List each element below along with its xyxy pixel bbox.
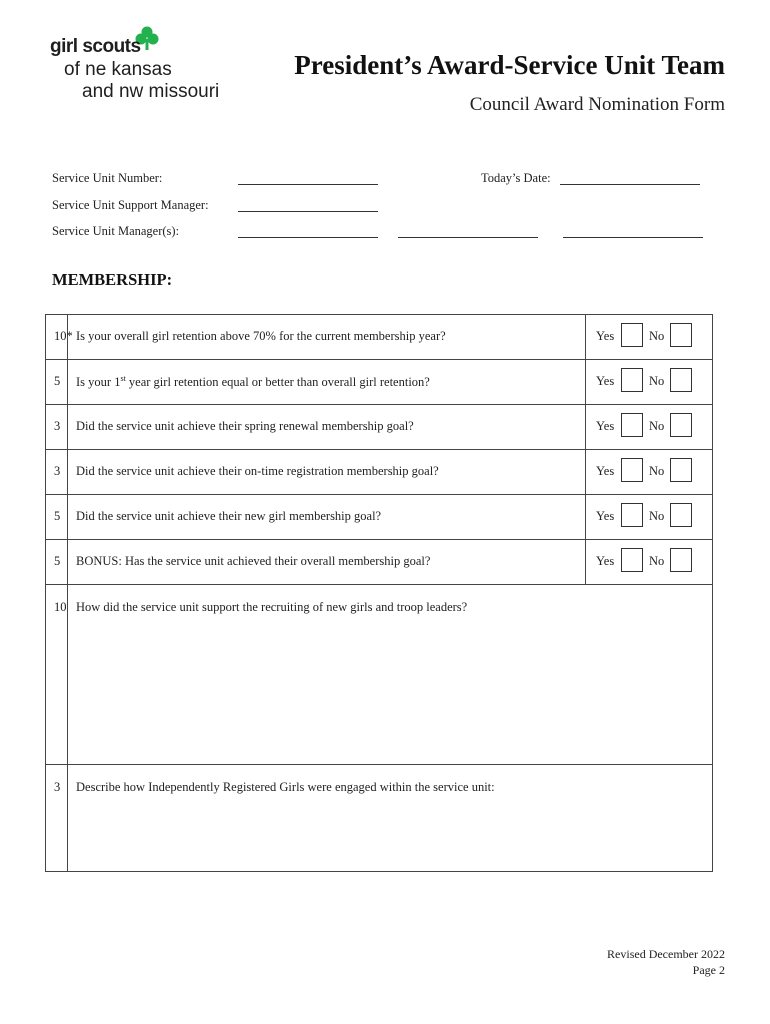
section-heading: MEMBERSHIP: bbox=[52, 270, 173, 289]
answer-cell bbox=[586, 360, 713, 405]
support-manager-label: Service Unit Support Manager: bbox=[52, 198, 209, 212]
girl-scouts-logo bbox=[50, 26, 230, 106]
yes-checkbox[interactable] bbox=[621, 368, 643, 392]
no-label: No bbox=[649, 419, 665, 433]
yes-label: Yes bbox=[596, 509, 615, 523]
page-subtitle: Council Award Nomination Form bbox=[469, 94, 725, 115]
ordinal-suffix: st bbox=[120, 374, 126, 383]
open-question-response-area[interactable] bbox=[68, 765, 713, 872]
answer-cell bbox=[586, 540, 713, 585]
table-row bbox=[46, 540, 713, 585]
points-cell: 3 bbox=[46, 450, 68, 495]
table-row bbox=[46, 450, 713, 495]
question-cell bbox=[68, 360, 586, 405]
no-label: No bbox=[649, 374, 665, 388]
service-unit-number-label: Service Unit Number: bbox=[52, 171, 163, 185]
no-checkbox[interactable] bbox=[670, 458, 692, 482]
yes-checkbox[interactable] bbox=[621, 323, 643, 347]
question-cell: Did the service unit achieve their spring renewal membership goal? bbox=[68, 405, 586, 450]
table-row bbox=[46, 315, 713, 360]
todays-date-label: Today’s Date: bbox=[481, 171, 551, 185]
question-cell: Did the service unit achieve their new girl membership goal? bbox=[68, 495, 586, 540]
yes-checkbox[interactable] bbox=[621, 413, 643, 437]
no-label: No bbox=[649, 554, 665, 568]
page-number: Page 2 bbox=[692, 963, 725, 977]
answer-cell bbox=[586, 315, 713, 360]
answer-cell bbox=[586, 495, 713, 540]
points-cell: 10 bbox=[46, 585, 68, 765]
points-cell: 5 bbox=[46, 540, 68, 585]
membership-table bbox=[45, 314, 713, 872]
yes-checkbox[interactable] bbox=[621, 458, 643, 482]
no-label: No bbox=[649, 509, 665, 523]
yes-label: Yes bbox=[596, 554, 615, 568]
table-row bbox=[46, 495, 713, 540]
table-row bbox=[46, 765, 713, 872]
question-text: Is your 1 bbox=[76, 375, 121, 390]
logo-text-line1: girl scouts bbox=[50, 36, 141, 57]
points-cell: 10* bbox=[46, 315, 68, 360]
answer-cell bbox=[586, 405, 713, 450]
yes-label: Yes bbox=[596, 329, 615, 343]
question-text: Describe how Independently Registered Girls were engaged within the service unit: bbox=[76, 780, 495, 794]
table-row bbox=[46, 360, 713, 405]
answer-cell bbox=[586, 450, 713, 495]
no-label: No bbox=[649, 464, 665, 478]
managers-label: Service Unit Manager(s): bbox=[52, 224, 180, 238]
question-text: How did the service unit support the recruiting of new girls and troop leaders? bbox=[76, 600, 468, 614]
no-label: No bbox=[649, 329, 665, 343]
todays-date-field[interactable] bbox=[560, 184, 700, 185]
yes-label: Yes bbox=[596, 374, 615, 388]
question-cell: Is your overall girl retention above 70% for the current membership year? bbox=[68, 315, 586, 360]
points-cell: 3 bbox=[46, 765, 68, 872]
footer bbox=[607, 946, 725, 978]
table-row bbox=[46, 405, 713, 450]
logo-text-line2: of ne kansas bbox=[64, 59, 172, 80]
support-manager-field[interactable] bbox=[238, 211, 378, 212]
no-checkbox[interactable] bbox=[670, 323, 692, 347]
yes-label: Yes bbox=[596, 419, 615, 433]
no-checkbox[interactable] bbox=[670, 548, 692, 572]
manager-field-2[interactable] bbox=[398, 237, 538, 238]
logo-text-line3: and nw missouri bbox=[82, 81, 220, 102]
question-text: year girl retention equal or better than overall girl retention? bbox=[125, 375, 430, 390]
question-cell: Did the service unit achieve their on-time registration membership goal? bbox=[68, 450, 586, 495]
table-row bbox=[46, 585, 713, 765]
points-cell: 5 bbox=[46, 360, 68, 405]
service-unit-number-field[interactable] bbox=[238, 184, 378, 185]
yes-label: Yes bbox=[596, 464, 615, 478]
no-checkbox[interactable] bbox=[670, 503, 692, 527]
manager-field-3[interactable] bbox=[563, 237, 703, 238]
open-question-response-area[interactable] bbox=[68, 585, 713, 765]
revision-date: Revised December 2022 bbox=[607, 947, 725, 961]
manager-field-1[interactable] bbox=[238, 237, 378, 238]
points-cell: 5 bbox=[46, 495, 68, 540]
no-checkbox[interactable] bbox=[670, 368, 692, 392]
yes-checkbox[interactable] bbox=[621, 548, 643, 572]
yes-checkbox[interactable] bbox=[621, 503, 643, 527]
no-checkbox[interactable] bbox=[670, 413, 692, 437]
points-cell: 3 bbox=[46, 405, 68, 450]
question-cell: BONUS: Has the service unit achieved their overall membership goal? bbox=[68, 540, 586, 585]
page-title: President’s Award-Service Unit Team bbox=[294, 50, 725, 80]
